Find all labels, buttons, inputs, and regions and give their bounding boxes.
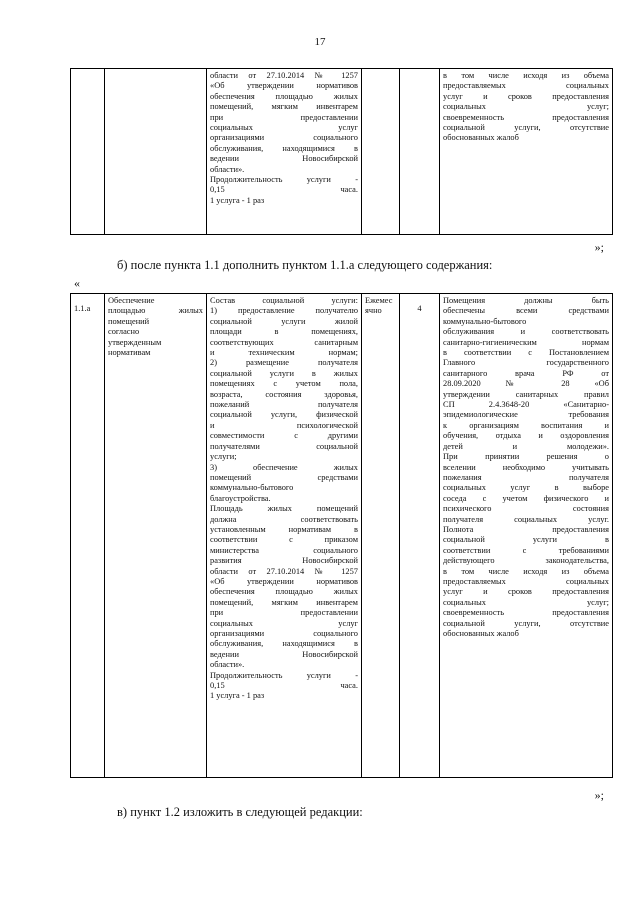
text-line: согласно (108, 327, 140, 337)
text-line: своевременность предоставления (443, 608, 609, 618)
text-line: ведении Новосибирской (210, 649, 358, 659)
text-line: помещений средствами (210, 472, 358, 482)
text-line: в соответствии с Постановлением (443, 348, 609, 358)
text-line: 0,15 часа. (210, 681, 358, 691)
text-line: утвержденным (108, 337, 162, 347)
text-line: соответствии с приказом (210, 535, 358, 545)
text-line: помещениях с учетом пола, (210, 379, 358, 389)
text-line: предоставляемых социальных (443, 576, 609, 586)
text-line: социальной услуги в жилых (210, 368, 358, 378)
text-line: ячно (365, 306, 382, 316)
text-line: министерства социального (210, 545, 358, 555)
text-line: должна соответствовать (210, 514, 358, 524)
table-row (71, 294, 613, 778)
text-line: установленным нормативам в (210, 524, 358, 534)
item-number: 1.1.а (74, 304, 91, 314)
text-line: организациями социального (210, 133, 358, 143)
text-line: организациями социального (210, 629, 358, 638)
text-line: и психологической (210, 420, 358, 430)
text-line: услуги; (210, 452, 237, 462)
text-line: обучения, отдыха и оздоровления (443, 431, 609, 441)
cell-service-content (207, 294, 362, 778)
text-line: обслуживания и соответствовать (443, 327, 609, 337)
text-line: возраста, состояния здоровья, (210, 389, 358, 399)
text-line: социальных услуг в выборе (443, 483, 609, 493)
text-line: эпидемиологические требования (443, 410, 609, 420)
text-line: Полнота предоставления (443, 524, 609, 534)
text-line: помещений, мягким инвентарем (210, 102, 358, 112)
text-line: получателя социальных услуг. (443, 514, 609, 524)
text-line: вселении необходимо учитывать (443, 462, 609, 472)
text-line: Помещения должны быть (443, 296, 609, 305)
text-line: социальных услуг; (443, 597, 609, 607)
text-line: ведении Новосибирской (210, 154, 358, 164)
text-line: в том числе исходя из объема (443, 71, 609, 80)
text-line: социальной услуги жилой (210, 316, 358, 326)
text-line: Обеспечение (108, 296, 155, 305)
text-line: обслуживания, находящимися в (210, 639, 358, 649)
text-line: помещений (108, 316, 150, 326)
continuation-table (70, 68, 613, 235)
text-line: предоставляемых социальных (443, 81, 609, 91)
text-line: пожеланий получателя (210, 400, 358, 410)
cell-service-content (207, 69, 362, 235)
text-line: получателями социальной (210, 441, 358, 451)
text-line: обеспечения площадью жилых (210, 91, 358, 101)
text-line: «Об утверждении нормативов (210, 81, 358, 91)
text-line: обеспечения площадью жилых (210, 587, 358, 597)
text-line: услуг и сроков предоставления (443, 587, 609, 597)
text-line: 1 услуга - 1 раз (210, 691, 265, 701)
text-line: социальных услуг (210, 123, 358, 133)
text-line: Ежемес (365, 296, 393, 305)
text-line: 1) предоставление получателю (210, 306, 358, 316)
cell-quality-indicators (440, 294, 613, 778)
text-line: социальной услуги, физической (210, 410, 358, 420)
text-line: обеспечены всеми средствами (443, 306, 609, 316)
text-line: обоснованных жалоб (443, 133, 519, 143)
text-line: площадью жилых (108, 306, 203, 316)
text-line: При принятии решения о (443, 452, 609, 462)
cell-quality-indicators (440, 69, 613, 235)
text-line: области». (210, 660, 245, 670)
text-line: соседа с учетом физического и (443, 493, 609, 503)
text-line: в том числе исходя из объема (443, 566, 609, 576)
text-line: детей и молодежи». (443, 441, 609, 451)
text-line: при предоставлении (210, 608, 358, 618)
text-line: нормативам (108, 348, 151, 358)
text-line: при предоставлении (210, 112, 358, 122)
cell-frequency (362, 69, 400, 235)
text-line: благоустройства. (210, 493, 271, 503)
text-line: санитарного врача РФ от (443, 368, 609, 378)
text-line: социальных услуг; (443, 102, 609, 112)
text-line: 3) обеспечение жилых (210, 462, 358, 472)
opening-quote: « (74, 276, 80, 290)
text-line: услуг и сроков предоставления (443, 91, 609, 101)
text-line: утверждении санитарных правил (443, 389, 609, 399)
text-line: Состав социальной услуги: (210, 296, 358, 305)
text-line: Продолжительность услуги - (210, 175, 358, 185)
item-1-1-a-table (70, 293, 613, 778)
text-line: 1 услуга - 1 раз (210, 195, 265, 205)
text-line: социальных услуг (210, 618, 358, 628)
closing-quote-2: »; (594, 788, 604, 802)
text-line: психического состояния (443, 504, 609, 514)
cell-cost (400, 69, 440, 235)
text-line: 2) размещение получателя (210, 358, 358, 368)
text-line: обоснованных жалоб (443, 629, 519, 638)
page-number: 17 (314, 36, 326, 48)
text-line: области от 27.10.2014 № 1257 (210, 566, 358, 576)
text-line: Главного государственного (443, 358, 609, 368)
text-line: социальной услуги, отсутствие (443, 123, 609, 133)
text-line: соответствии с требованиями (443, 545, 609, 555)
text-line: площади в помещениях, (210, 327, 358, 337)
paragraph-b: б) после пункта 1.1 дополнить пунктом 1.1.а следующего содержания: (117, 258, 493, 272)
table-row (71, 69, 613, 235)
text-line: обслуживания, находящимися в (210, 143, 358, 153)
text-line: помещений, мягким инвентарем (210, 597, 358, 607)
text-line: Продолжительность услуги - (210, 670, 358, 680)
text-line: Площадь жилых помещений (210, 504, 358, 514)
cell-cost (400, 294, 440, 778)
text-line: и техническим нормам; (210, 348, 358, 358)
text-line: 0,15 часа. (210, 185, 358, 195)
text-line: коммунально-бытового (210, 483, 294, 493)
text-line: «Об утверждении нормативов (210, 576, 358, 586)
text-line: соответствующих санитарным (210, 337, 358, 347)
text-line: 28.09.2020 № 28 «Об (443, 379, 609, 389)
text-line: области». (210, 164, 245, 174)
text-line: санитарно-гигиеническим нормам (443, 337, 609, 347)
cell-number (71, 294, 105, 778)
cell-frequency (362, 294, 400, 778)
text-line: своевременность предоставления (443, 112, 609, 122)
cost-value: 4 (417, 304, 422, 314)
cell-service-name (105, 69, 207, 235)
cell-service-name (105, 294, 207, 778)
text-line: социальной услуги в (443, 535, 609, 545)
text-line: СП 2.4.3648-20 «Санитарно- (443, 400, 609, 410)
text-line: социальной услуги, отсутствие (443, 618, 609, 628)
text-line: коммунально-бытового (443, 316, 527, 326)
text-line: к организациям воспитания и (443, 420, 609, 430)
paragraph-v: в) пункт 1.2 изложить в следующей редакции: (117, 805, 363, 819)
text-line: области от 27.10.2014 № 1257 (210, 71, 358, 80)
closing-quote-1: »; (594, 240, 604, 254)
cell-number (71, 69, 105, 235)
text-line: пожелания получателя (443, 472, 609, 482)
text-line: развития Новосибирской (210, 556, 358, 566)
text-line: действующего законодательства, (443, 556, 609, 566)
text-line: совместимости с другими (210, 431, 358, 441)
